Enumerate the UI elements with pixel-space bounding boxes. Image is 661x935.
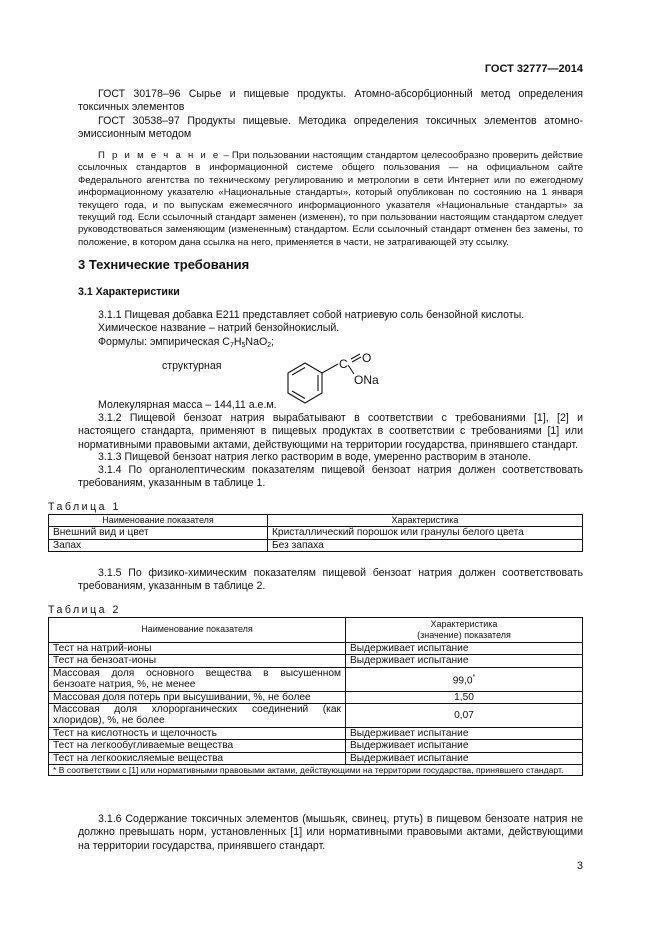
table-cell: Без запаха (268, 539, 583, 551)
table-cell: Тест на легкообугливаемые вещества (49, 740, 346, 752)
table-header-row (49, 618, 583, 643)
table-cell: Запах (49, 539, 268, 551)
table-cell: Тест на легкоокисляемые вещества (49, 752, 346, 764)
table-row (49, 667, 583, 691)
table-2 (48, 617, 583, 776)
oxygen-label: O (362, 351, 372, 365)
structural-formula-label: структурная (162, 360, 222, 372)
table-row (49, 655, 583, 667)
table-cell: 1,50 (346, 691, 583, 703)
table-header-row (49, 515, 583, 527)
paragraph-3-1-2: 3.1.2 Пищевой бензоат натрия вырабатывают в соответствии с требованиями [1], [2] и настоящего стандарта, применяют в пищевых продуктах в соответствии с требованиями [1] или нормативными правовыми актами, действующими на территории государства, принявшего стандарт. (78, 412, 583, 451)
subsection-title: 3.1 Характеристики (78, 286, 180, 298)
note-paragraph (78, 150, 583, 249)
table-row (49, 752, 583, 764)
column-header: Характеристика (значение) показателя (346, 618, 583, 643)
table-footnote: * В соответствии с [1] или нормативными правовыми актами, действующими на территории государства, принявшего стандарт. (49, 765, 583, 776)
reference-item: ГОСТ 30538–97 Продукты пищевые. Методика определения токсичных элементов атомно-эмиссионным методом (78, 114, 583, 141)
table-cell: Выдерживает испытание (346, 655, 583, 667)
table-row (49, 704, 583, 728)
table-2-caption: Таблица 2 (48, 604, 121, 616)
page-number: 3 (576, 860, 583, 872)
table-cell: Массовая доля хлорорганических соединений (как хлоридов), %, не более (49, 704, 346, 728)
table-cell: Массовая доля основного вещества в высушенном бензоате натрия, %, не менее (49, 667, 346, 691)
table-row (49, 740, 583, 752)
paragraph-3-1-5: 3.1.5 По физико-химическим показателям пищевой бензоат натрия должен соответствовать требованиям, указанным в таблице 2. (78, 567, 583, 593)
benzene-ring (288, 363, 322, 403)
note-text: – При пользовании настоящим стандартом целесообразно проверить действие ссылочных стандартов в информационной системе общего пользования — на официальном сайте Федерального агентства по техническому регулированию и метрологии в сети Интернет или по ежегодному информационному указателю «Национальные стандарты», который опубликован по состоянию на 1 января текущего года, и по выпускам ежемесячного информационного указателя «Национальные стандарты» за текущий год. Если ссылочный стандарт заменен (изменен), то при пользовании настоящим стандартом следует руководствоваться заменяющим (измененным) стандартом. Если ссылочный стандарт отменен без замены, то положение, в котором дана ссылка на него, применяется в части, не затрагивающей эту ссылку. (78, 150, 583, 248)
table-cell: Внешний вид и цвет (49, 527, 268, 539)
column-header: Наименование показателя (49, 618, 346, 643)
table-row (49, 643, 583, 655)
table-row (49, 727, 583, 739)
paragraph-3-1-3: 3.1.3 Пищевой бензоат натрия легко растворим в воде, умеренно растворим в этаноле. (98, 451, 531, 463)
table-cell: Выдерживает испытание (346, 752, 583, 764)
column-header: Характеристика (268, 515, 583, 527)
formula-line: Формулы: эмпирическая $C_7H_5NaO_2$; (98, 335, 275, 349)
chemical-name-line: Химическое название – натрий бензойнокислый. (98, 322, 340, 335)
carbon-label: C (339, 357, 348, 371)
table-cell: 0,07 (346, 704, 583, 728)
table-cell: Выдерживает испытание (346, 740, 583, 752)
normative-references (78, 88, 583, 142)
reference-item: ГОСТ 30178–96 Сырье и пищевые продукты. Атомно-абсорбционный метод определения токсичных элементов (78, 88, 583, 114)
table-cell: Тест на бензоат-ионы (49, 655, 346, 667)
paragraph-3-1-1 (78, 309, 583, 352)
table-cell: Выдерживает испытание (346, 643, 583, 655)
table-cell: Выдерживает испытание (346, 727, 583, 739)
table-1-caption: Таблица 1 (48, 501, 121, 513)
sodium-oxide-label: ONa (354, 373, 379, 387)
table-cell: Тест на натрий-ионы (49, 643, 346, 655)
description-line: 3.1.1 Пищевая добавка Е211 представляет собой натриевую соль бензойной кислоты. (98, 309, 525, 321)
table-cell: 99,0* (346, 667, 583, 691)
note-label: П р и м е ч а н и е (98, 150, 221, 161)
table-row (49, 691, 583, 703)
section-title: 3 Технические требования (78, 257, 250, 272)
document-id-header: ГОСТ 32777—2014 (484, 63, 583, 75)
table-cell: Массовая доля потерь при высушивании, %, не более (49, 691, 346, 703)
table-row (49, 527, 583, 539)
table-cell: Кристаллический порошок или гранулы белого цвета (268, 527, 583, 539)
footnote-mark: * (472, 673, 476, 681)
paragraph-3-1-6: 3.1.6 Содержание токсичных элементов (мышьяк, свинец, ртуть) в пищевом бензоате натрия не должно превышать норм, установленных [1] или нормативными правовыми актами, действующими на территории государства, принявшего стандарт. (78, 813, 583, 852)
table-cell: Тест на кислотность и щелочность (49, 727, 346, 739)
table-1 (48, 514, 583, 552)
paragraph-3-1-4: 3.1.4 По органолептическим показателям пищевой бензоат натрия должен соответствовать требованиям, указанным в таблице 1. (78, 464, 583, 490)
table-row (49, 539, 583, 551)
table-footnote-row (49, 765, 583, 776)
molecular-mass: Молекулярная масса – 144,11 а.е.м. (98, 399, 277, 411)
ring-carbon-bond (322, 364, 338, 373)
column-header: Наименование показателя (49, 515, 268, 527)
